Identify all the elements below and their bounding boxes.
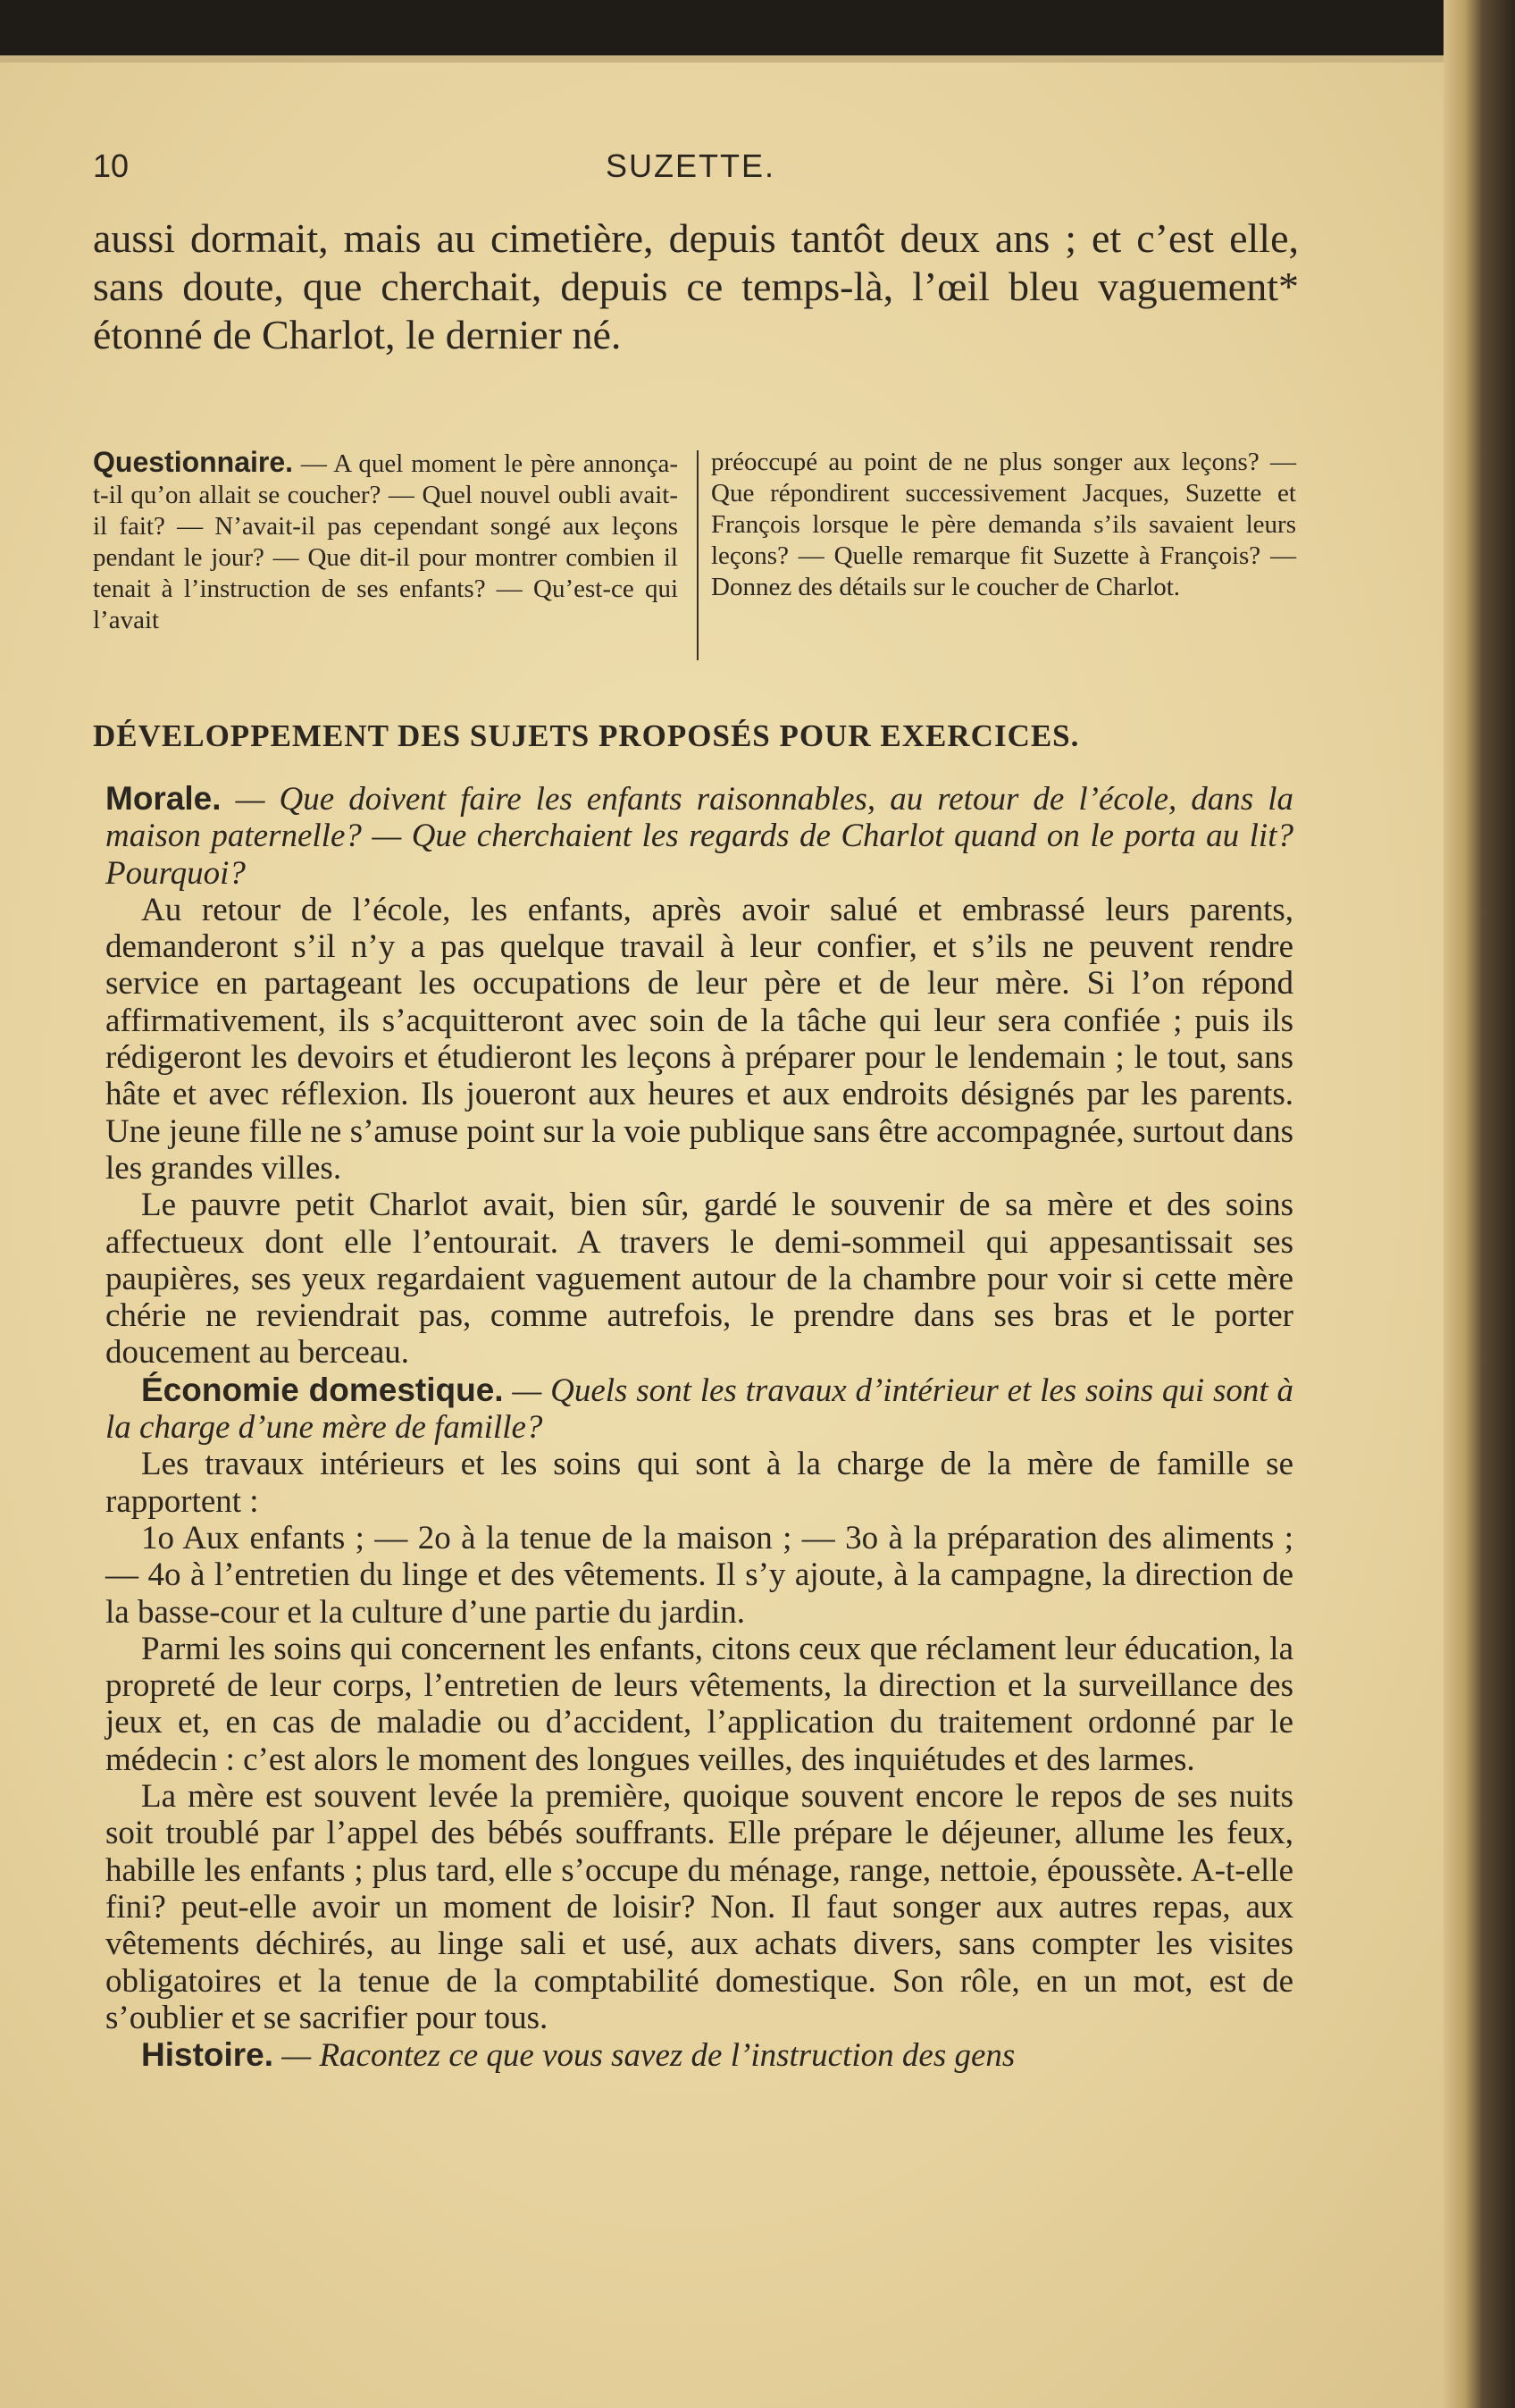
morale-question bbox=[105, 780, 1293, 892]
morale-paragraph-2: Le pauvre petit Charlot avait, bien sûr, gardé le souvenir de sa mère et des soins affectueux dont elle l’entourait. A travers le demi-sommeil qui appesantissait ses paupières, ses yeux regardaient vaguement autour de la chambre pour voir si cette mère chérie ne reviendrait pas, comme autrefois, le prendre dans ses bras et le porter doucement au berceau. bbox=[105, 1187, 1293, 1372]
running-title: SUZETTE. bbox=[606, 147, 776, 184]
histoire-question bbox=[105, 2036, 1293, 2074]
questionnaire-column-1 bbox=[93, 447, 678, 636]
questionnaire-text-1: — A quel moment le père annonça-t-il qu’on allait se coucher? — Quel nouvel oubli avait-il fait? — N’avait-il pas cependant songé aux leçons pendant le jour? — Que dit-il pour montrer combien il tenait à l’instruction de ses enfants? — Qu’est-ce qui l’avait bbox=[93, 449, 678, 634]
morale-question-text: — Que doivent faire les enfants raisonnables, au retour de l’école, dans la maison paternelle? — Que cherchaient les regards de Charlot quand on le porta au lit? Pourquoi? bbox=[105, 781, 1293, 892]
intro-paragraph: aussi dormait, mais au cimetière, depuis tantôt deux ans ; et c’est elle, sans doute, que cherchait, depuis ce temps-là, l’œil bleu vaguement* étonné de Charlot, le dernier né. bbox=[93, 215, 1299, 357]
histoire-question-text: — Racontez ce que vous savez de l’instruction des gens bbox=[273, 2037, 1016, 2075]
page-top-edge bbox=[0, 55, 1515, 63]
histoire-label: Histoire. bbox=[141, 2036, 274, 2074]
running-header bbox=[93, 147, 1299, 187]
questionnaire-label: Questionnaire. bbox=[93, 446, 294, 478]
morale-label: Morale. bbox=[105, 780, 222, 817]
morale-paragraph-1: Au retour de l’école, les enfants, après avoir salué et embrassé leurs parents, demanderont s’il n’y a pas quelque travail à leur confier, et s’ils ne peuvent rendre service en partageant les occupations de leur père et de leur mère. Si l’on répond affirmativement, ils s’acquitteront avec soin de la tâche qui leur sera confiée ; puis ils rédigeront les devoirs et étudieront les leçons à préparer pour le lendemain ; le tout, sans hâte et avec réflexion. Ils joueront aux heures et aux endroits désignés par les parents. Une jeune fille ne s’amuse point sur la voie publique sans être accompagnée, surtout dans les grandes villes. bbox=[105, 891, 1293, 1187]
top-edge-shadow bbox=[0, 0, 1515, 55]
body-text bbox=[105, 780, 1293, 2074]
questionnaire-column-2: préoccupé au point de ne plus songer aux leçons? — Que répondirent successivement Jacques, Suzette et François lorsque le père demanda s’ils savaient leurs leçons? — Quelle remarque fit Suzette à François? — Donnez des détails sur le coucher de Charlot. bbox=[711, 448, 1296, 601]
page-number: 10 bbox=[93, 147, 130, 184]
economie-paragraph-3: Parmi les soins qui concernent les enfants, citons ceux que réclament leur éducation, la propreté de leur corps, l’entretien de leurs vêtements, la direction et la surveillance des jeux et, en cas de maladie ou d’accident, l’application du traitement ordonné par le médecin : c’est alors le moment des longues veilles, des inquiétudes et des larmes. bbox=[105, 1630, 1293, 1778]
economie-question bbox=[105, 1372, 1293, 1447]
book-binding-edge bbox=[1444, 0, 1515, 2408]
economie-paragraph-4: La mère est souvent levée la première, quoique souvent encore le repos de ses nuits soit troublé par l’appel des bébés souffrants. Elle prépare le déjeuner, allume les feux, habille les enfants ; plus tard, elle s’occupe du ménage, range, nettoie, époussète. A-t-elle fini? peut-elle avoir un moment de loisir? Non. Il faut songer aux autres repas, aux vêtements déchirés, au linge sali et usé, aux achats divers, sans compter les visites obligatoires et la tenue de la comptabilité domestique. Son rôle, en un mot, est de s’oublier et se sacrifier pour tous. bbox=[105, 1778, 1293, 2036]
economie-question-text: — Quels sont les travaux d’intérieur et les soins qui sont à la charge d’une mère de famille? bbox=[105, 1372, 1293, 1447]
economie-paragraph-2: 1o Aux enfants ; — 2o à la tenue de la maison ; — 3o à la préparation des aliments ; — 4o à l’entretien du linge et des vêtements. Il s’y ajoute, à la campagne, la direction de la basse-cour et la culture d’une partie du jardin. bbox=[105, 1519, 1293, 1631]
column-rule bbox=[697, 450, 699, 660]
economie-paragraph-1: Les travaux intérieurs et les soins qui sont à la charge de la mère de famille se rapportent : bbox=[105, 1446, 1293, 1520]
economie-label: Économie domestique. bbox=[141, 1371, 504, 1408]
section-heading: DÉVELOPPEMENT DES SUJETS PROPOSÉS POUR EXERCICES. bbox=[93, 718, 1080, 753]
